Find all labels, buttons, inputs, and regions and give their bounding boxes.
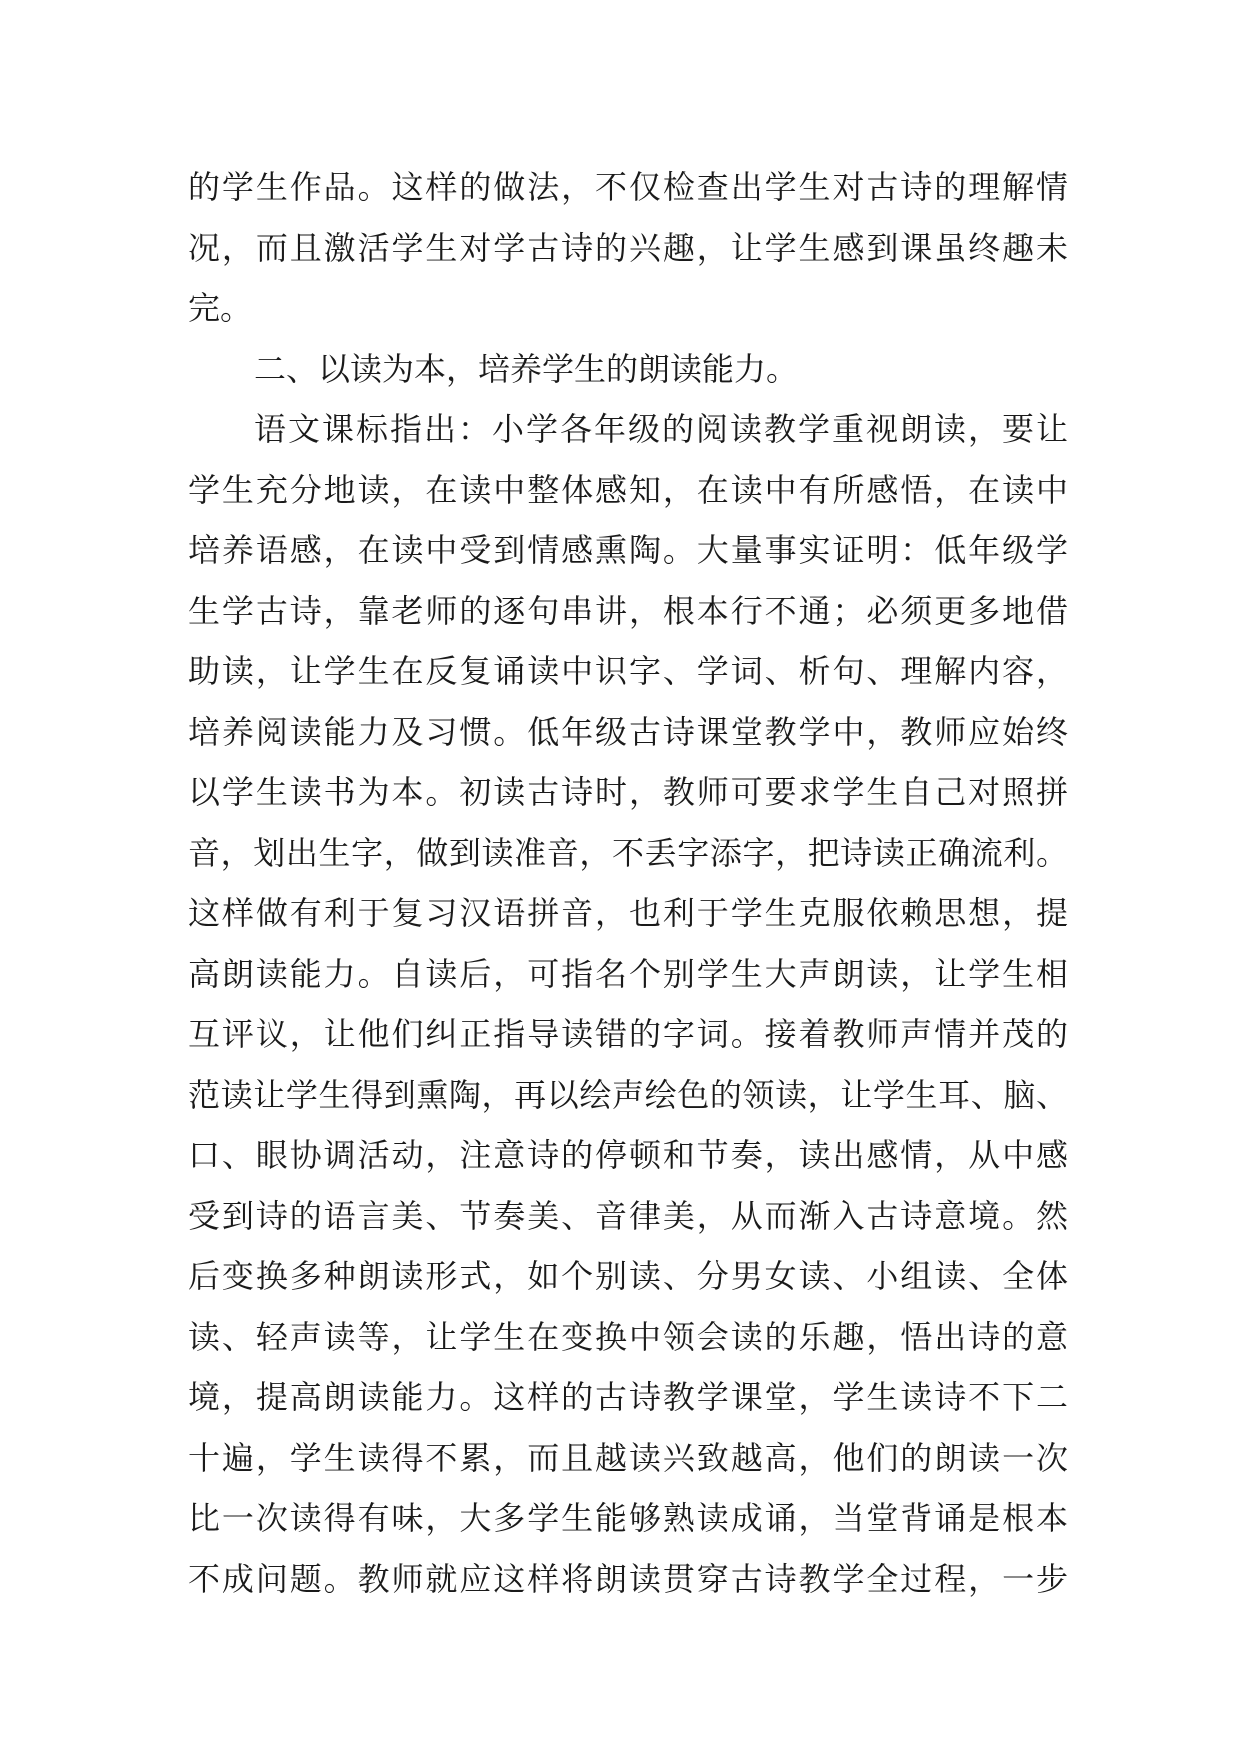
paragraph-first-line: 语文课标指出：小学各年级的阅读教学重视朗读，要让 (254, 410, 1068, 448)
section-heading: 二、以读为本，培养学生的朗读能力。 (254, 349, 799, 388)
text-line: 音，划出生字，做到读准音，不丢字添字，把诗读正确流利。 (188, 833, 1068, 872)
text-line: 读、轻声读等，让学生在变换中领会读的乐趣，悟出诗的意 (188, 1317, 1068, 1356)
text-line: 培养阅读能力及习惯。低年级古诗课堂教学中，教师应始终 (188, 712, 1068, 751)
text-line: 的学生作品。这样的做法，不仅检查出学生对古诗的理解情 (188, 168, 1068, 206)
text-line: 培养语感，在读中受到情感熏陶。大量事实证明：低年级学 (188, 531, 1068, 569)
body-text (188, 157, 1068, 1609)
text-line: 十遍，学生读得不累，而且越读兴致越高，他们的朗读一次 (188, 1438, 1068, 1477)
text-line: 生学古诗，靠老师的逐句串讲，根本行不通；必须更多地借 (188, 591, 1068, 630)
text-line: 高朗读能力。自读后，可指名个别学生大声朗读，让学生相 (188, 954, 1068, 993)
text-line: 况，而且激活学生对学古诗的兴趣，让学生感到课虽终趣未 (188, 228, 1068, 267)
text-line: 助读，让学生在反复诵读中识字、学词、析句、理解内容， (188, 652, 1068, 690)
text-line: 比一次读得有味，大多学生能够熟读成诵，当堂背诵是根本 (188, 1499, 1068, 1537)
text-line: 范读让学生得到熏陶，再以绘声绘色的领读，让学生耳、脑、 (188, 1075, 1068, 1114)
text-line: 境，提高朗读能力。这样的古诗教学课堂，学生读诗不下二 (188, 1378, 1068, 1416)
text-line: 受到诗的语言美、节奏美、音律美，从而渐入古诗意境。然 (188, 1196, 1068, 1235)
text-line: 互评议，让他们纠正指导读错的字词。接着教师声情并茂的 (188, 1015, 1068, 1053)
text-line: 完。 (188, 289, 253, 327)
text-line: 不成问题。教师就应这样将朗读贯穿古诗教学全过程，一步 (188, 1559, 1068, 1598)
text-line: 学生充分地读，在读中整体感知，在读中有所感悟，在读中 (188, 470, 1068, 509)
text-line: 后变换多种朗读形式，如个别读、分男女读、小组读、全体 (188, 1257, 1068, 1295)
text-line: 口、眼协调活动，注意诗的停顿和节奏，读出感情，从中感 (188, 1136, 1068, 1174)
text-line: 这样做有利于复习汉语拼音，也利于学生克服依赖思想，提 (188, 894, 1068, 932)
text-line: 以学生读书为本。初读古诗时，教师可要求学生自己对照拼 (188, 773, 1068, 811)
